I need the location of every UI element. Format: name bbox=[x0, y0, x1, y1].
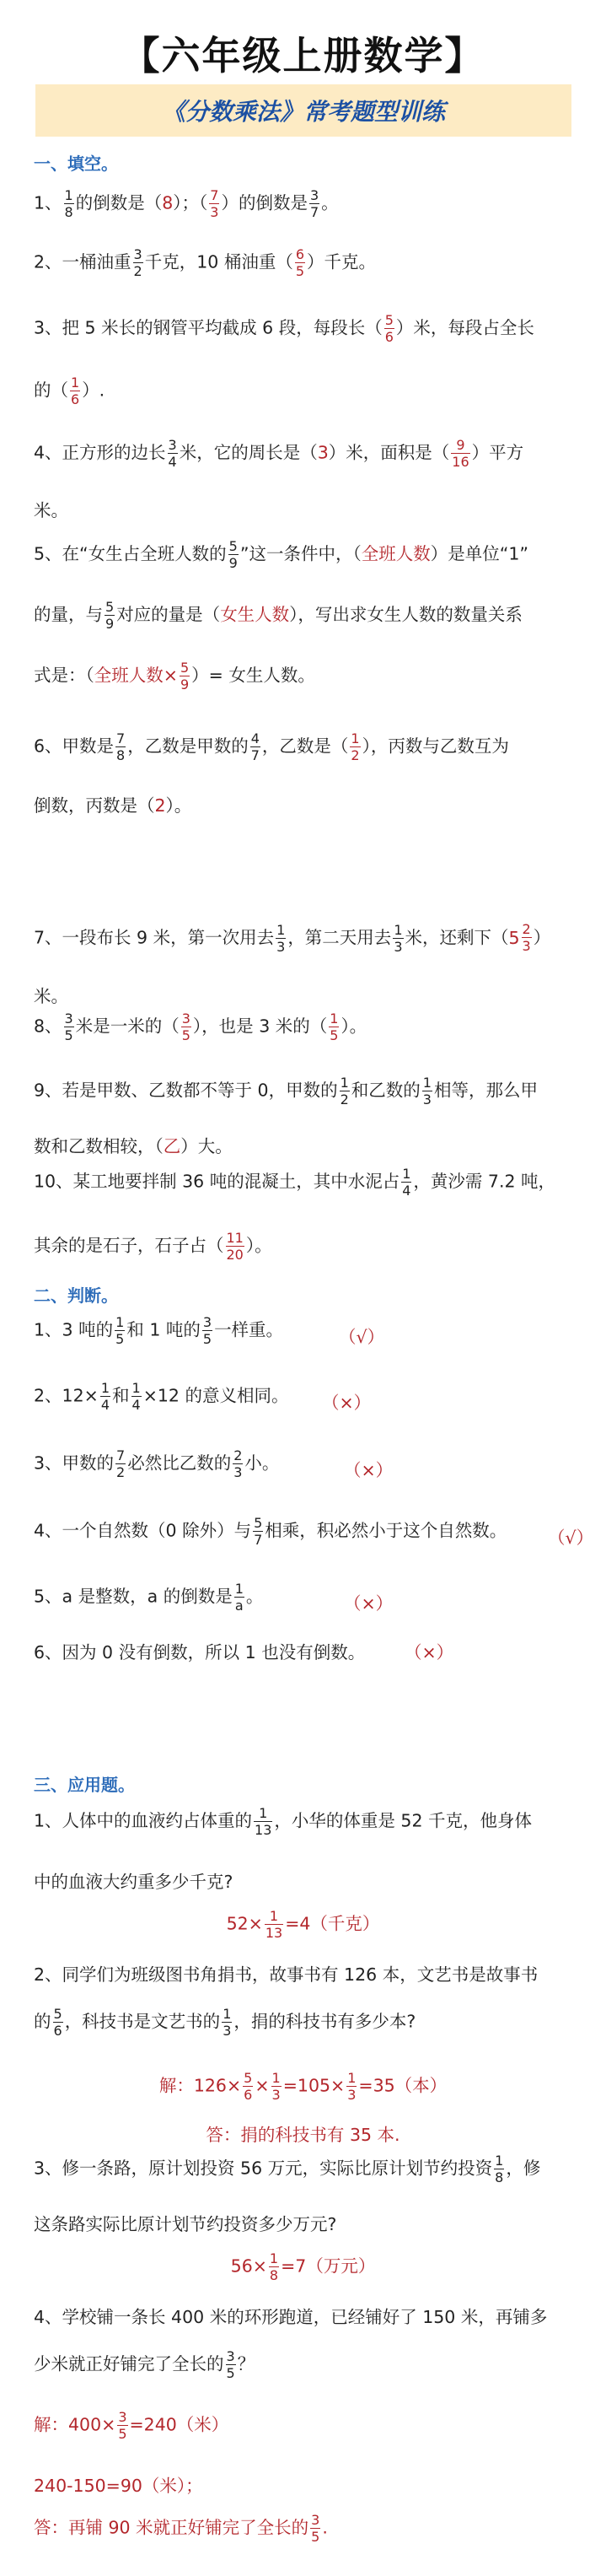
fraction: $\frac{1}{3}$ bbox=[276, 922, 286, 955]
answer-4: 答：再铺 90 米就正好铺完了全长的 $\frac{3}{5}$ . bbox=[34, 2512, 328, 2545]
judge-4: 4、一个自然数（0 除外）与 $\frac{5}{7}$ 相乘，积必然小于这个自然数。 （√） bbox=[34, 1515, 594, 1548]
question-1-9: 9、若是甲数、乙数都不等于 0，甲数的 $\frac{1}{2}$ 和乙数的 $\frac{1}{3}$ 相等，那么甲 bbox=[34, 1075, 538, 1107]
question-1-5: 5、在“女生占全班人数的 $\frac{5}{9}$ ”这一条件中，（全班人数）是单位“1” bbox=[34, 538, 529, 571]
fraction: $\frac{1}{13}$ bbox=[255, 1805, 272, 1838]
fraction: $\frac{1}{8}$ bbox=[64, 187, 73, 220]
answer-fraction: $\frac{11}{20}$ bbox=[226, 1230, 244, 1263]
fraction: $\frac{2}{3}$ bbox=[233, 1447, 243, 1480]
question-1-7: 7、一段布长 9 米，第一次用去 $\frac{1}{3}$ ，第二天用去 $\frac{1}{3}$ 米，还剩下（ 5 $\frac{2}{3}$ ） bbox=[34, 921, 551, 955]
fraction: $\frac{5}{6}$ bbox=[53, 2006, 62, 2039]
answer: 乙 bbox=[163, 1136, 181, 1156]
page-title: 【六年级上册数学】 bbox=[121, 33, 485, 78]
fraction: $\frac{5}{9}$ bbox=[105, 599, 115, 632]
fraction: $\frac{7}{8}$ bbox=[116, 730, 126, 763]
answer-fraction: $\frac{6}{5}$ bbox=[295, 246, 305, 279]
fraction: $\frac{1}{2}$ bbox=[340, 1075, 349, 1107]
judge-answer: （√） bbox=[339, 1327, 385, 1347]
problem-1-cont: 中的血液大约重多少千克? bbox=[34, 1872, 233, 1892]
answer: 2 bbox=[154, 795, 166, 816]
question-1-9-cont: 数和乙数相较，（乙）大。 bbox=[34, 1136, 233, 1156]
fraction: $\frac{1}{5}$ bbox=[115, 1314, 125, 1347]
fraction: $\frac{1}{4}$ bbox=[402, 1166, 411, 1199]
question-1-4: 4、正方形的边长 $\frac{3}{4}$ 米，它的周长是（3）米，面积是（ $\frac{9}{16}$ ）平方 bbox=[34, 437, 524, 470]
judge-answer: （×） bbox=[344, 1460, 394, 1480]
answer-fraction: $\frac{7}{3}$ bbox=[210, 187, 219, 220]
subtitle-banner bbox=[35, 84, 571, 137]
solution-3: 56× $\frac{1}{8}$ =7（万元） bbox=[230, 2250, 376, 2283]
problem-4-cont: 少米就正好铺完了全长的 $\frac{3}{5}$ ？ bbox=[34, 2348, 255, 2381]
problem-1: 1、人体中的血液约占体重的 $\frac{1}{13}$ ，小华的体重是 52 千克，他身体 bbox=[34, 1805, 533, 1838]
fraction: $\frac{3}{7}$ bbox=[309, 187, 319, 220]
question-1-4-cont: 米。 bbox=[34, 500, 68, 520]
problem-3: 3、修一条路，原计划投资 56 万元，实际比原计划节约投资 $\frac{1}{8}$ ，修 bbox=[34, 2153, 541, 2185]
fraction: $\frac{7}{2}$ bbox=[116, 1447, 126, 1480]
question-1-1: 1、 $\frac{1}{8}$ 的倒数是（8）；（ $\frac{7}{3}$ ）的倒数是 $\frac{3}{7}$ 。 bbox=[34, 187, 339, 220]
subtitle-text: 《分数乘法》常考题型训练 bbox=[161, 98, 445, 126]
fraction: $\frac{1}{4}$ bbox=[100, 1380, 110, 1413]
fraction: $\frac{1}{13}$ bbox=[265, 1908, 283, 1941]
question-1-10: 10、某工地要拌制 36 吨的混凝土，其中水泥占 $\frac{1}{4}$ ，黄沙需 7.2 吨， bbox=[34, 1166, 556, 1199]
answer: 女生人数 bbox=[220, 604, 290, 625]
judge-answer: （√） bbox=[548, 1528, 594, 1548]
fraction: $\frac{5}{7}$ bbox=[254, 1515, 263, 1548]
judge-answer: （×） bbox=[322, 1393, 372, 1413]
fraction: $\frac{3}{2}$ bbox=[133, 246, 142, 279]
answer-2: 答：捐的科技书有 35 本. bbox=[206, 2125, 400, 2145]
question-1-3: 3、把 5 米长的钢管平均截成 6 段，每段长（ $\frac{5}{6}$ ）米，每段占全长 bbox=[34, 312, 534, 345]
fraction: $\frac{1}{a}$ bbox=[234, 1581, 244, 1614]
question-1-5-cont2: 式是：（全班人数× $\frac{5}{9}$ ）= 女生人数。 bbox=[34, 660, 315, 693]
fraction: $\frac{1}{8}$ bbox=[495, 2153, 504, 2185]
question-1-3-cont: 的（ $\frac{1}{6}$ ）. bbox=[34, 375, 105, 407]
question-1-2: 2、一桶油重 $\frac{3}{2}$ 千克，10 桶油重（ $\frac{6}{5}$ ）千克。 bbox=[34, 246, 377, 279]
problem-2: 2、同学们为班级图书角捐书，故事书有 126 本，文艺书是故事书 bbox=[34, 1964, 539, 1985]
answer: 全班人数 bbox=[361, 543, 431, 564]
answer-fraction: $\frac{5}{6}$ bbox=[384, 312, 394, 345]
fraction: $\frac{1}{4}$ bbox=[131, 1380, 141, 1413]
fraction: $\frac{3}{5}$ bbox=[226, 2348, 235, 2381]
judge-2: 2、12× $\frac{1}{4}$ 和 $\frac{1}{4}$ ×12 的意义相同。 （×） bbox=[34, 1380, 372, 1413]
problem-4: 4、学校铺一条长 400 米的环形跑道，已经铺好了 150 米，再铺多 bbox=[34, 2307, 548, 2327]
judge-answer: （×） bbox=[344, 1593, 394, 1614]
section-heading-judge: 二、判断。 bbox=[34, 1285, 118, 1306]
judge-5: 5、a 是整数，a 的倒数是 $\frac{1}{a}$ 。 （×） bbox=[34, 1581, 394, 1614]
solution-1: 52× $\frac{1}{13}$ =4（千克） bbox=[226, 1908, 380, 1941]
fraction: $\frac{4}{7}$ bbox=[250, 730, 260, 763]
question-1-7-cont: 米。 bbox=[34, 986, 68, 1006]
question-1-10-cont: 其余的是石子，石子占（ $\frac{11}{20}$ ）。 bbox=[34, 1230, 272, 1263]
solution-4-step-2: 240-150=90（米）； bbox=[34, 2476, 203, 2496]
answer: 3 bbox=[317, 442, 329, 463]
fraction: $\frac{3}{5}$ bbox=[202, 1314, 212, 1347]
fraction: $\frac{1}{3}$ bbox=[394, 922, 403, 955]
fraction: $\frac{3}{4}$ bbox=[168, 437, 177, 470]
solution-4-step-1: 解：400× $\frac{3}{5}$ =240（米） bbox=[34, 2409, 229, 2442]
answer: 全班人数× bbox=[94, 665, 178, 686]
judge-3: 3、甲数的 $\frac{7}{2}$ 必然比乙数的 $\frac{2}{3}$ 小。 （×） bbox=[34, 1447, 394, 1480]
question-1-6-cont: 倒数，丙数是（2）。 bbox=[34, 795, 192, 816]
answer-fraction: $\frac{1}{6}$ bbox=[71, 375, 80, 407]
problem-2-cont: 的 $\frac{5}{6}$ ，科技书是文艺书的 $\frac{1}{3}$ ，捐的科技书有多少本? bbox=[34, 2006, 416, 2039]
judge-6: 6、因为 0 没有倒数，所以 1 也没有倒数。 （×） bbox=[34, 1638, 589, 1663]
question-1-8: 8、 $\frac{3}{5}$ 米是一米的（ $\frac{3}{5}$ ），也是 3 米的（ $\frac{1}{5}$ ）。 bbox=[34, 1010, 367, 1043]
question-1-6: 6、甲数是 $\frac{7}{8}$ ，乙数是甲数的 $\frac{4}{7}$ ，乙数是（ $\frac{1}{2}$ ），丙数与乙数互为 bbox=[34, 730, 509, 763]
fraction: $\frac{3}{5}$ bbox=[64, 1010, 73, 1043]
answer-fraction: $\frac{9}{16}$ bbox=[452, 437, 469, 470]
judge-1: 1、3 吨的 $\frac{1}{5}$ 和 1 吨的 $\frac{3}{5}$ 一样重。 （√） bbox=[34, 1314, 385, 1347]
judge-answer: （×） bbox=[405, 1642, 454, 1663]
answer-mixed-number: 5 $\frac{2}{3}$ bbox=[508, 921, 531, 954]
question-1-5-cont: 的量，与 $\frac{5}{9}$ 对应的量是（女生人数），写出求女生人数的数量关系 bbox=[34, 599, 523, 632]
answer-fraction: $\frac{5}{9}$ bbox=[180, 660, 190, 693]
answer: 8 bbox=[162, 192, 174, 213]
section-heading-fill-blank: 一、填空。 bbox=[34, 154, 118, 174]
fraction: $\frac{1}{3}$ bbox=[422, 1075, 432, 1107]
fraction: $\frac{1}{3}$ bbox=[223, 2006, 232, 2039]
answer-fraction: $\frac{3}{5}$ bbox=[181, 1010, 190, 1043]
problem-3-cont: 这条路实际比原计划节约投资多少万元? bbox=[34, 2214, 337, 2234]
answer-fraction: $\frac{1}{5}$ bbox=[330, 1010, 339, 1043]
fraction: $\frac{5}{9}$ bbox=[228, 538, 238, 571]
solution-2: 解：126× $\frac{5}{6}$ × $\frac{1}{3}$ =105× $\frac{1}{3}$ =35（本） bbox=[158, 2070, 448, 2103]
answer-fraction: $\frac{1}{2}$ bbox=[351, 730, 360, 763]
section-heading-word-problems: 三、应用题。 bbox=[34, 1775, 135, 1795]
